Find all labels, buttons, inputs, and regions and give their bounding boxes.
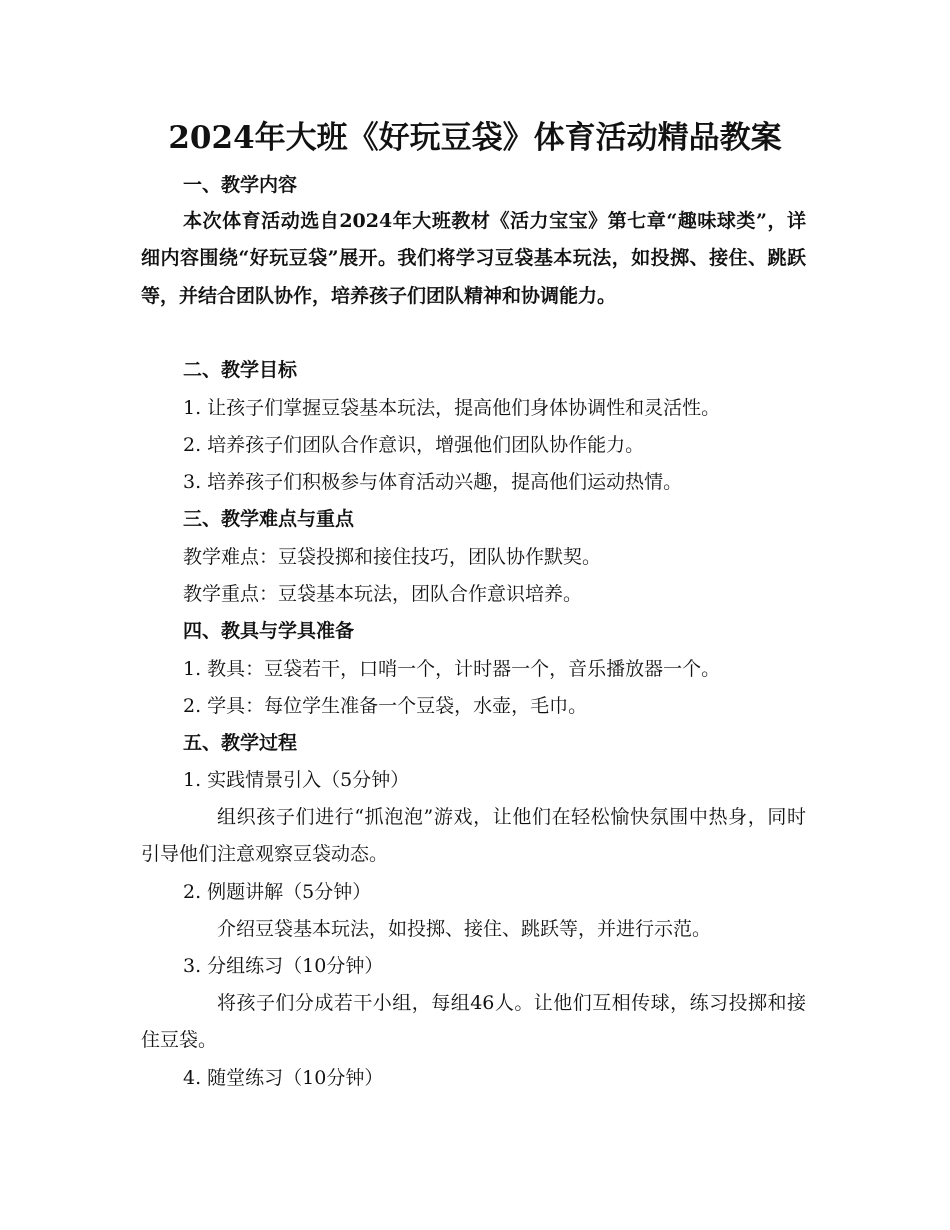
- section-heading-process: 五、教学过程: [183, 732, 298, 754]
- process-step-label: 4. 随堂练习（10分钟）: [183, 1067, 384, 1089]
- process-step-label: 3. 分组练习（10分钟）: [183, 955, 384, 977]
- process-step-body: 组织孩子们进行“抓泡泡”游戏，让他们在轻松愉快氛围中热身，同时引导他们注意观察豆袋动态。: [141, 806, 806, 866]
- process-step-label: 2. 例题讲解（5分钟）: [183, 881, 372, 903]
- process-step-label: 1. 实践情景引入（5分钟）: [183, 769, 410, 791]
- section-heading-difficulties: 三、教学难点与重点: [183, 508, 355, 530]
- document-title: 2024年大班《好玩豆袋》体育活动精品教案: [168, 120, 782, 156]
- material-item: 1. 教具：豆袋若干，口哨一个，计时器一个，音乐播放器一个。: [183, 658, 721, 680]
- key-point-item: 教学重点：豆袋基本玩法，团队合作意识培养。: [183, 583, 583, 605]
- goal-item: 1. 让孩子们掌握豆袋基本玩法，提高他们身体协调性和灵活性。: [183, 397, 721, 419]
- goal-item: 3. 培养孩子们积极参与体育活动兴趣，提高他们运动热情。: [183, 471, 683, 493]
- section-heading-teaching-content: 一、教学内容: [183, 174, 298, 196]
- section-body-teaching-content: 本次体育活动选自2024年大班教材《活力宝宝》第七章“趣味球类”，详细内容围绕“好玩豆袋”展开。我们将学习豆袋基本玩法，如投掷、接住、跳跃等，并结合团队协作，培养孩子们团队精神和协调能力。: [141, 210, 806, 307]
- process-step-body: 介绍豆袋基本玩法，如投掷、接住、跳跃等，并进行示范。: [217, 918, 712, 940]
- section-heading-teaching-goals: 二、教学目标: [183, 359, 298, 381]
- process-step-body: 将孩子们分成若干小组，每组46人。让他们互相传球，练习投掷和接住豆袋。: [141, 992, 806, 1052]
- material-item: 2. 学具：每位学生准备一个豆袋，水壶，毛巾。: [183, 695, 588, 717]
- difficulty-item: 教学难点：豆袋投掷和接住技巧，团队协作默契。: [183, 546, 602, 568]
- section-heading-materials: 四、教具与学具准备: [183, 620, 355, 642]
- goal-item: 2. 培养孩子们团队合作意识，增强他们团队协作能力。: [183, 434, 645, 456]
